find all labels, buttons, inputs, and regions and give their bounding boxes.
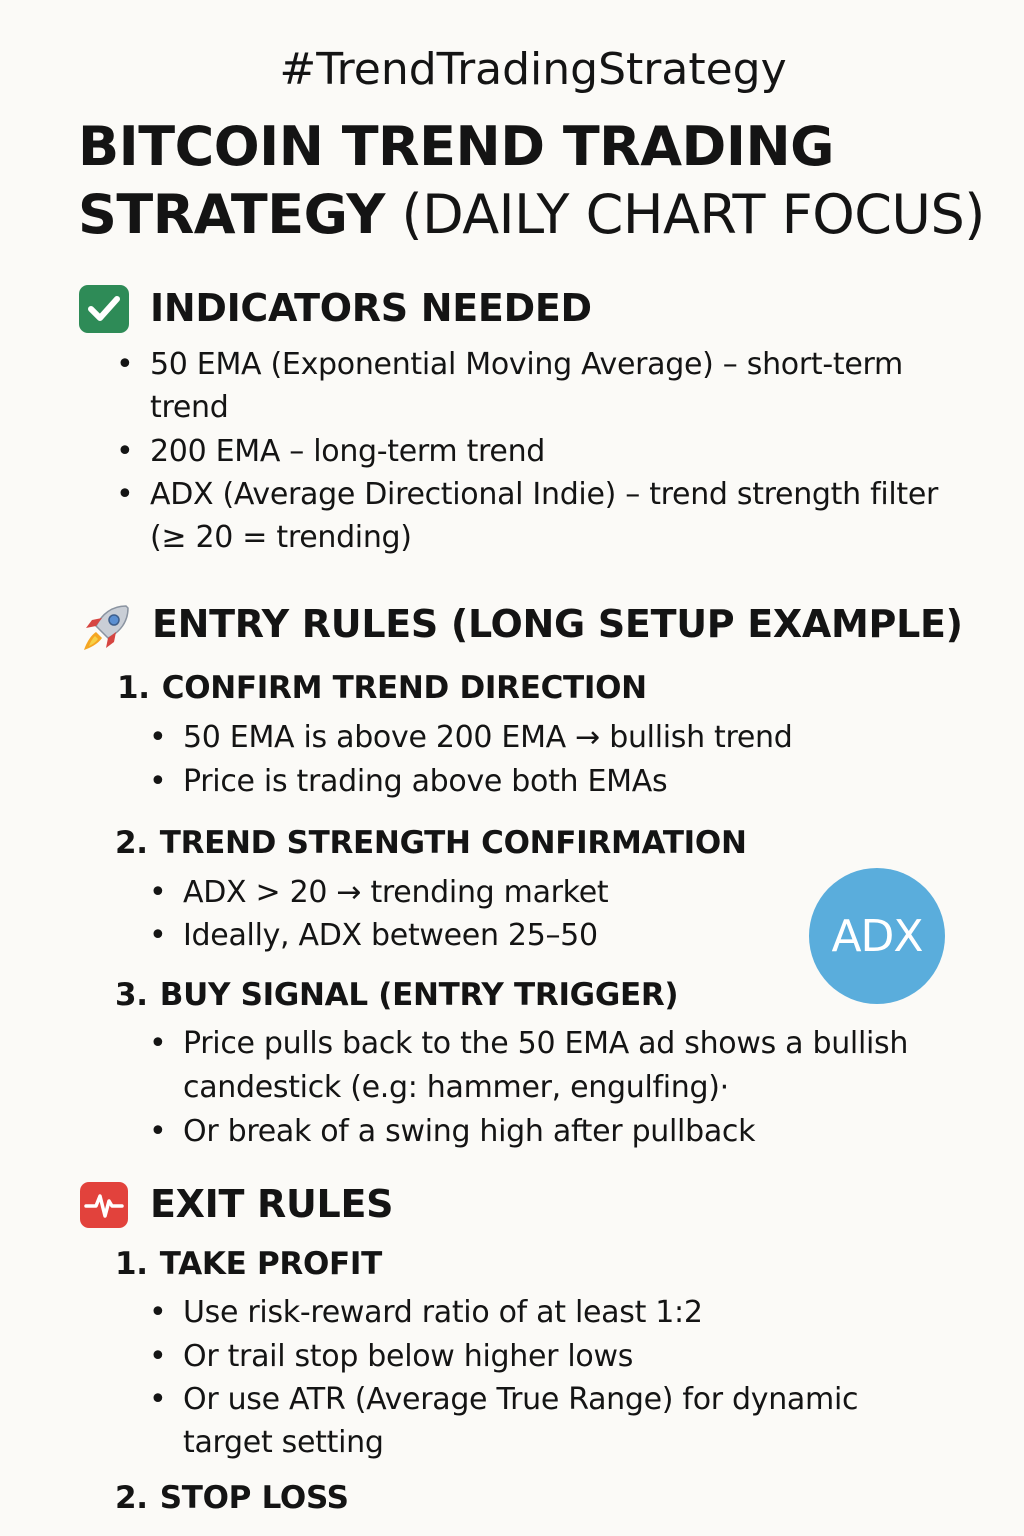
list-item: • 50 EMA is above 200 EMA → bullish trend — [149, 720, 793, 755]
list-item: • ADX (Average Directional Indie) – trend strength filter — [116, 477, 939, 512]
list-item: • ADX > 20 → trending market — [149, 875, 609, 910]
list-item: • Or break of a swing high after pullback — [149, 1114, 756, 1149]
list-item: • Use risk-reward ratio of at least 1:2 — [149, 1295, 703, 1330]
list-item-continuation: target setting — [183, 1425, 384, 1460]
step-heading: 1. CONFIRM TREND DIRECTION — [117, 670, 647, 706]
title-bold-word: STRATEGY — [78, 183, 385, 246]
rocket-icon — [78, 600, 134, 661]
list-item: • 200 EMA – long-term trend — [116, 434, 546, 469]
page-title-line-1: BITCOIN TREND TRADING — [78, 115, 834, 178]
step-heading: 3. BUY SIGNAL (ENTRY TRIGGER) — [115, 977, 679, 1013]
page-title-line-2 — [78, 182, 985, 248]
list-item: • Price is trading above both EMAs — [149, 764, 668, 799]
pulse-icon — [79, 1181, 129, 1234]
list-item-continuation: trend — [150, 390, 229, 425]
list-item: • Or trail stop below higher lows — [149, 1339, 634, 1374]
section-heading-entry: ENTRY RULES (LONG SETUP EXAMPLE) — [152, 602, 963, 646]
section-heading-exit: EXIT RULES — [150, 1182, 394, 1226]
title-subtitle: (DAILY CHART FOCUS) — [384, 183, 985, 246]
list-item: • Price pulls back to the 50 EMA ad shows a bullish — [149, 1026, 909, 1061]
list-item-continuation: candestick (e.g: hammer, engulfing)· — [183, 1070, 729, 1105]
list-item-continuation: (≥ 20 = trending) — [150, 520, 412, 555]
hashtag: #TrendTradingStrategy — [279, 44, 787, 95]
step-heading: 2. TREND STRENGTH CONFIRMATION — [115, 825, 747, 861]
adx-badge: ADX — [809, 868, 945, 1004]
step-heading: 2. STOP LOSS — [115, 1480, 349, 1516]
step-heading: 1. TAKE PROFIT — [115, 1246, 382, 1282]
list-item: • Ideally, ADX between 25–50 — [149, 918, 598, 953]
check-box-icon — [78, 284, 130, 339]
list-item: • 50 EMA (Exponential Moving Average) – short-term — [116, 347, 903, 382]
list-item: • Or use ATR (Average True Range) for dynamic — [149, 1382, 859, 1417]
section-heading-indicators: INDICATORS NEEDED — [150, 286, 592, 330]
